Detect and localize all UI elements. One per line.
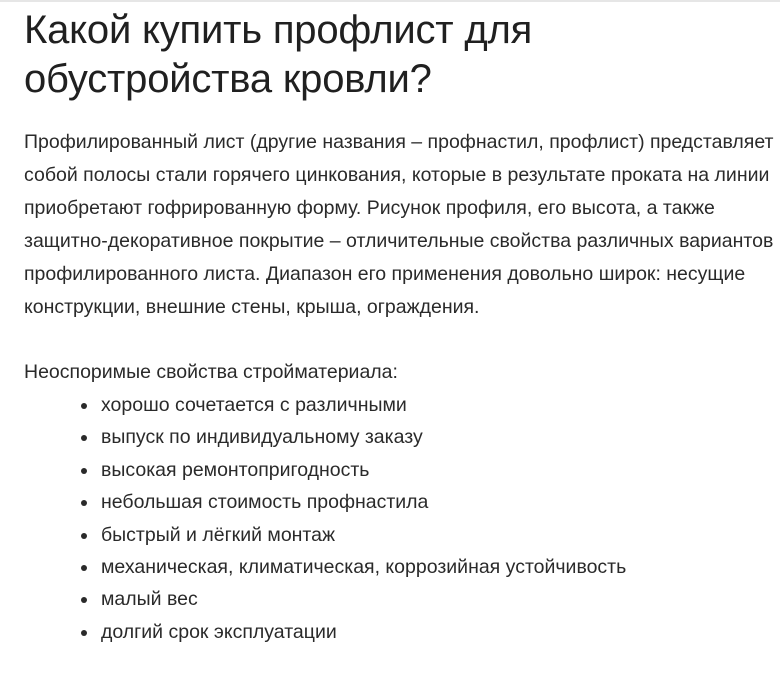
list-item: • выпуск по индивидуальному заказу (99, 421, 774, 453)
list-item: • долгий срок эксплуатации (99, 616, 774, 648)
article (24, 0, 774, 648)
article-paragraph: Профилированный лист (другие названия – профнастил, профлист) представляет собой полосы стали горячего цинкования, которые в результате проката на линии приобретают гофрированную форму. Рисунок профиля, его высота, а также защитно-декоративное покрытие – отличительные свойства различных вариантов профилированного листа. Диапазон его применения довольно широк: несущие конструкции, внешние стены, крыша, ограждения. (24, 131, 774, 318)
list-item: • небольшая стоимость профнастила (99, 486, 774, 518)
list-item: • хорошо сочетается с различными (99, 389, 774, 421)
list-item: • малый вес (99, 583, 774, 615)
properties-intro: Неоспоримые свойства стройматериала: (24, 361, 398, 383)
list-item: • механическая, климатическая, коррозийная устойчивость (99, 551, 774, 583)
list-item: • высокая ремонтопригодность (99, 454, 774, 486)
article-title: Какой купить профлист для обустройства кровли? (24, 8, 533, 101)
list-item: • быстрый и лёгкий монтаж (99, 519, 774, 551)
properties-list (24, 389, 774, 648)
